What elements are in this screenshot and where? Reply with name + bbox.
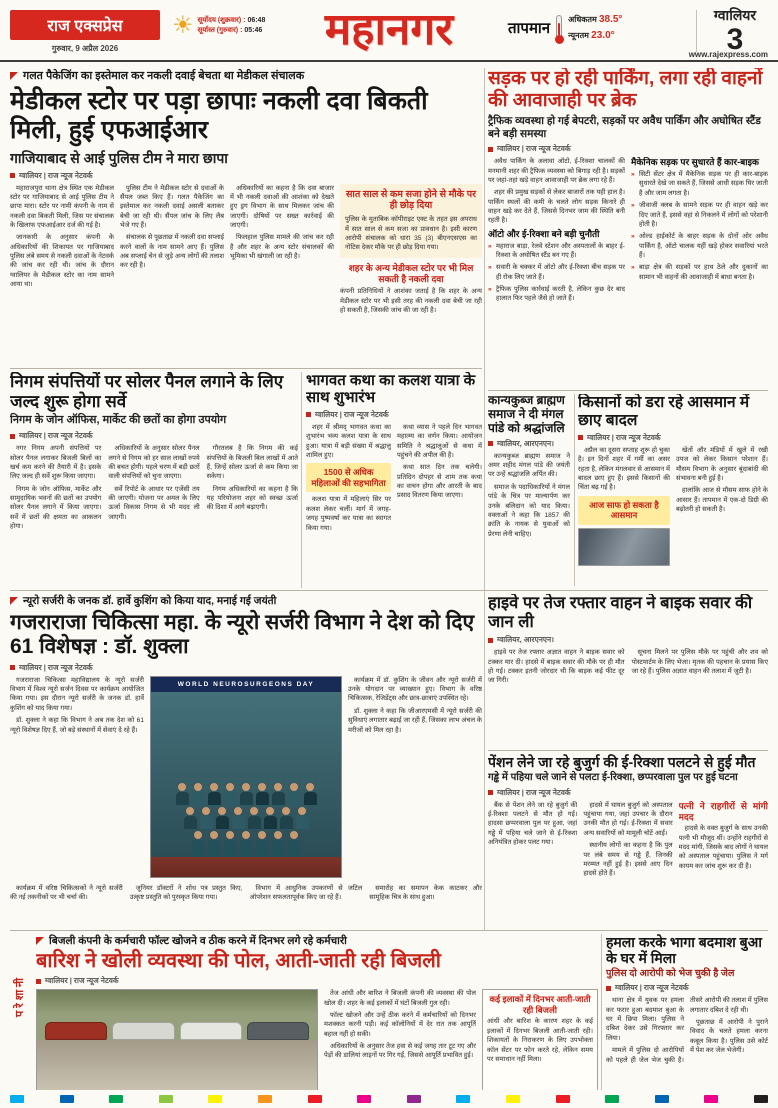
story-bhagwat-katha [306,372,482,588]
rain-headline: बारिश ने खोली व्यवस्था की पोल, आती-जाती रही बिजली [36,950,441,972]
paragraph: हादसे में घायल बुजुर्ग को अस्पताल पहुंचाया गया, जहां उपचार के दौरान उनकी मौत हो गई। ई-रिक्शा में सवार अन्य सवारियों को मामूली चोटें आईं। [583,801,673,837]
newspaper-logo: राज एक्सप्रेस [10,10,160,40]
attacker-subhead: पुलिस दो आरोपी को भेज चुकी है जेल [606,968,735,980]
weather-highlight-box [578,496,670,525]
paragraph: अधिकारियों का कहना है कि दवा बाजार में भी नकली दवाओं की आशंका को देखते हुए ड्रग विभाग के साथ मिलकर जांच की जाएगी। दोषियों पर सख्त कार्रवाई की जाएगी। [230,184,334,229]
bullet-item: » बाड़ा क्षेत्र की सड़कों पर हाथ ठेले और दुकानों का सामान भी वाहनों की आवाजाही में बाधा बनता है। [631,263,768,282]
solar-subhead: निगम के जोन ऑफिस, मार्केट की छतों का होगा उपयोग [10,414,227,427]
byline-text: ग्वालियर | राज न्यूज नेटवर्क [315,409,389,419]
thermometer-icon [556,15,562,41]
column-rule [301,372,302,588]
paragraph: कथा सात दिन तक चलेगी। प्रतिदिन दोपहर से शाम तक कथा का वाचन होगा और आरती के बाद प्रसाद वितरण किया जाएगा। [397,464,482,500]
section-rule [10,368,482,369]
color-swatch [308,1095,322,1103]
paragraph: खेतों और मंडियों में खुले में रखी उपज को लेकर किसान परेशान हैं। मौसम विभाग के अनुसार बूंदाबांदी की संभावना बनी हुई है। [676,446,768,483]
photo-banner-text: WORLD NEUROSURGEONS DAY [151,677,341,692]
byline-text: ग्वालियर, आरएनएन। [497,635,555,645]
lead-byline [10,171,482,181]
solar-headline: निगम संपत्तियों पर सोलर पैनल लगाने के लिए जल्द शुरू होगा सर्वे [10,372,284,411]
paragraph: संचालक से पूछताछ में नकली दवा सप्लाई करने वालों के नाम सामने आए हैं। पुलिस अब सप्लाई चेन से जुड़े अन्य लोगों की तलाश कर रही है। [120,234,224,270]
temperature-min: 23.0° [591,30,615,41]
neuro-headline: गजराराजा चिकित्सा महा. के न्यूरो सर्जरी विभाग ने देश को दिए 61 विशेषज्ञ : डॉ. शुक्ला [10,611,475,659]
inset-box-text: आंधी और बारिश के कारण शहर के कई इलाकों में दिनभर बिजली आती-जाती रही। शिकायतों के निराकरण के लिए उपभोक्ता कॉल सेंटर पर फोन करते रहे, लेकिन समय पर समाधान नहीं मिला। [487,1018,593,1063]
masthead-rule [0,60,778,62]
paragraph: डॉ. शुक्ला ने कहा कि जीआरएमसी में न्यूरो सर्जरी की सुविधाएं लगातार बढ़ाई जा रही हैं, जिसका लाभ अंचल के मरीजों को मिल रहा है। [348,707,482,734]
neuro-kicker [10,594,482,608]
story-kanyakubj-tribute [488,394,570,586]
color-calibration-bar [10,1094,768,1103]
parking-subhead: ट्रैफिक व्यवस्था हो गई बेपटरी, सड़कों पर अवैध पार्किंग और अघोषित स्टैंड बने बड़ी समस्या [488,115,761,141]
story-highway-accident [488,594,768,748]
highway-headline: हाइवे पर तेज रफ्तार वाहन ने बाइक सवार की जान ली [488,594,753,632]
page-title: महानगर [324,5,454,54]
highlight-box-text: 1500 से अधिक महिलाओं की सहभागिता [311,467,386,488]
masthead-date: गुरुवार, 9 अप्रैल 2026 [51,44,119,53]
lead-kicker [10,68,482,83]
color-swatch [10,1095,24,1103]
bullet-item: » जीवाजी क्लब के सामने सड़क पर ही वाहन खड़े कर दिए जाते हैं, इससे वहां से निकलने में लोगों को परेशानी होती है। [631,201,768,229]
paragraph: कथा व्यास ने पहले दिन भागवत महात्म्य का वर्णन किया। आयोजन समिति ने श्रद्धालुओं से कथा में पहुंचने की अपील की है। [397,423,482,459]
story-medical-raid [10,68,482,364]
paragraph: हादसे के वक्त बुजुर्ग के साथ उनकी पत्नी भी मौजूद थीं। उन्होंने राहगीरों से मदद मांगी, जिसके बाद लोगों ने घायल को अस्पताल पहुंचाया। पुलिस ने मर्ग कायम कर जांच शुरू कर दी है। [678,825,768,870]
highway-byline [488,635,768,645]
photo-trees [37,990,317,1014]
group-of-doctors [151,692,341,857]
parking-section-title: ऑटो और ई-रिक्शा बने बड़ी चुनौती [488,228,600,239]
paragraph: अवैध पार्किंग के अलावा ऑटो, ई-रिक्शा चालकों की मनमानी शहर की ट्रैफिक व्यवस्था को बिगाड़ रही है। सड़कों पर जहां-तहां खड़े वाहन आवाजाही पर ब्रेक लगा रहे हैं। [488,158,625,185]
masthead [0,0,778,60]
city-page-block [702,6,768,55]
inset-box-text: पुलिस के मुताबिक कॉपीराइट एक्ट के तहत इस अपराध में सात साल से कम सजा का प्रावधान है। इसी कारण आरोपी संचालक को धारा 35 (3) बीएनएसएस का नोटिस देकर मौके पर ही छोड़ दिया गया। [345,216,477,252]
bhagwat-highlight-box [306,463,391,492]
color-swatch [208,1095,222,1103]
story-rain-power-cuts [36,934,598,1090]
paragraph: स्थानीय लोगों का कहना है कि पुल पर लंबे समय से गड्ढे हैं, जिनकी मरम्मत नहीं हुई है। इससे आए दिन हादसे होते हैं। [583,842,673,878]
lead-subhead: गाजियाबाद से आई पुलिस टीम ने मारा छापा [10,150,228,166]
sunrise-label: सूर्योदय (शुक्रवार) : [197,16,246,24]
flooded-street-photo [36,989,318,1090]
paragraph: थाना क्षेत्र में युवक पर हमला कर फरार हुआ बदमाश बुआ के घर में छिपा मिला। पुलिस ने दबिश देकर उसे गिरफ्तार कर लिया। [606,997,684,1042]
paragraph: निगम के जोन ऑफिस, मार्केट और सामुदायिक भवनों की छतों का उपयोग सोलर पैनल लगाने में किया जाएगा। सर्वे में छतों की क्षमता का आकलन होगा। [10,485,102,531]
paragraph: गौरतलब है कि निगम की कई संपत्तियों के बिजली बिल लाखों में आते हैं, जिन्हें सोलर ऊर्जा से कम किया जा सकेगा। [206,445,298,481]
paragraph: समारोह का समापन केक काटकर और सामूहिक चित्र के साथ हुआ। [369,884,482,902]
pension-subsection-title: पत्नी ने राहगीरों से मांगी मदद [678,800,768,822]
attacker-byline [606,983,768,993]
paragraph: महाराजपुरा थाना क्षेत्र स्थित एक मेडीकल स्टोर पर गाजियाबाद से आई पुलिस टीम ने छापा मारा। स्टोर पर नामी कंपनी के नाम से नकली दवा बिकती मिली, जिस पर संचालक के खिलाफ एफआईआर दर्ज की गई है। [10,184,114,229]
paragraph: अधिकारियों के अनुसार सोलर पैनल लगने से निगम को हर साल लाखों रुपये की बचत होगी। पहले चरण में बड़ी छतों वाली संपत्तियों को चुना जाएगा। [108,445,200,481]
byline-text: ग्वालियर | राज न्यूज नेटवर्क [45,976,119,986]
white-car [180,1022,242,1040]
color-swatch [655,1095,669,1103]
rain-kicker-text: बिजली कंपनी के कर्मचारी फॉल्ट खोजने व ठीक करने में दिनभर लगे रहे कर्मचारी [49,935,347,947]
kanyakubj-byline [488,439,570,449]
byline-text: ग्वालियर | राज न्यूज नेटवर्क [19,662,93,672]
section-label-pareshani: परेशानी [14,975,26,1018]
paragraph: सर्वे रिपोर्ट के आधार पर एजेंसी तय की जाएगी। योजना पर अमल के लिए ऊर्जा विकास निगम से भी मदद ली जाएगी। [108,485,200,521]
color-swatch [109,1095,123,1103]
pension-byline [488,788,768,798]
paragraph: गजराराजा चिकित्सा महाविद्यालय के न्यूरो सर्जरी विभाग में विश्व न्यूरो सर्जन दिवस पर कार्यक्रम आयोजित किया गया। इस दौरान न्यूरो सर्जरी के जनक डॉ. हार्वे कुशिंग को याद किया गया। [10,676,144,712]
neuro-kicker-text: न्यूरो सर्जरी के जनक डॉ. हार्वे कुशिंग को किया याद, मनाई गई जयंती [23,595,277,607]
masthead-logo-block [10,10,160,54]
paragraph: कार्यक्रम में डॉ. कुशिंग के जीवन और न्यूरो सर्जरी में उनके योगदान पर व्याख्यान हुए। विभाग के वरिष्ठ चिकित्सक, रेजिडेंट्स और छात्र-छात्राएं उपस्थित रहे। [348,676,482,703]
section-rule [10,930,768,931]
story-solar-panels [10,372,298,588]
story-erickshaw-death [488,754,768,928]
color-swatch [704,1095,718,1103]
temperature-label: तापमान [508,20,551,37]
bullet-item: » ट्रैफिक पुलिस कार्रवाई करती है, लेकिन कुछ देर बाद हालात फिर पहले जैसे हो जाते हैं। [488,285,625,304]
paragraph: तेज आंधी और बारिश ने बिजली कंपनी की व्यवस्था की पोल खोल दी। शहर के कई इलाकों में घंटों बिजली गुल रही। [324,990,476,1007]
paragraph: सूचना मिलने पर पुलिस मौके पर पहुंची और शव को पोस्टमार्टम के लिए भेजा। मृतक की पहचान के प्रयास किए जा रहे हैं। पुलिस अज्ञात वाहन की तलाश में जुटी है। [631,649,768,675]
parking-section-title: मैकेनिक सड़क पर सुधारते हैं कार-बाइक [631,157,759,168]
lead-kicker-text: गलत पैकेजिंग का इस्तेमाल कर नकली दवाई बेचता था मेडीकल संचालक [23,70,305,82]
paragraph: शहर में श्रीमद् भागवत कथा का शुभारंभ भव्य कलश यात्रा के साथ हुआ। यात्रा में बड़ी संख्या में श्रद्धालु शामिल हुए। [306,423,391,459]
section-rule [488,390,768,391]
section-rule [10,590,768,591]
color-swatch [60,1095,74,1103]
temperature-widget [508,12,622,44]
farmers-headline: किसानों को डरा रहे आसमान में छाए बादल [578,394,750,429]
flood-water [37,1040,317,1090]
rain-inset-box [482,989,598,1090]
story-farmers-clouds [578,394,768,586]
color-swatch [556,1095,570,1103]
kanyakubj-headline: कान्यकुब्ज ब्राह्मण समाज ने दी मंगल पांडे को श्रद्धांजलि [488,394,565,435]
inset-box-title: शहर के अन्य मेडीकल स्टोर पर भी मिल सकती है नकली दवा [348,262,474,284]
color-swatch [258,1095,272,1103]
page-number: 3 [726,23,744,56]
paragraph: पूछताछ में आरोपी ने पुराने विवाद के चलते हमला करना कबूल किया है। पुलिस उसे कोर्ट में पेश कर जेल भेजेगी। [690,1019,768,1055]
bullet-item: » सवारी के चक्कर में ऑटो और ई-रिक्शा बीच सड़क पर ही रोक लिए जाते हैं। [488,263,625,282]
sun-times-widget [172,14,265,38]
column-rule [484,68,485,930]
inset-box-title: सात साल से कम सजा होने से मौके पर ही छोड़ दिया [346,188,476,212]
rain-byline [36,976,598,986]
neurosurgeons-group-photo [150,676,342,878]
parked-cars [37,1014,317,1040]
lead-headline: मेडीकल स्टोर पर पड़ा छापाः नकली दवा बिकती मिली, हुई एफआईआर [10,87,428,144]
paragraph: कान्यकुब्ज ब्राह्मण समाज ने अमर शहीद मंगल पांडे की जयंती पर उन्हें श्रद्धांजलि अर्पित की। [488,452,570,479]
paragraph: नगर निगम अपनी संपत्तियों पर सोलर पैनल लगाकर बिजली बिलों का खर्च कम करने की तैयारी में है। इसके लिए जल्द ही सर्वे शुरू किया जाएगा। [10,445,102,481]
color-swatch [754,1095,768,1103]
city-name: ग्वालियर [713,7,757,23]
attacker-headline: हमला करके भागा बदमाश बुआ के घर में मिला [606,934,762,967]
bhagwat-headline: भागवत कथा का कलश यात्रा के साथ शुभारंभ [306,372,476,407]
photo-floor [151,857,341,877]
bhagwat-byline [306,410,482,420]
color-swatch [506,1095,520,1103]
sunrise-time: 06:48 [247,16,266,24]
website-url: www.rajexpress.com [688,50,768,59]
bullet-item: » सिटी सेंटर क्षेत्र में मैकेनिक सड़क पर ही कार-बाइक सुधारते देखे जा सकते हैं, जिससे आधी सड़क घिर जाती है और जाम लगता है। [631,170,768,198]
white-car [112,1022,174,1040]
paragraph: फिलहाल पुलिस मामले की जांच कर रही है और शहर के अन्य स्टोर संचालकों की भूमिका भी खंगाली जा रही है। [230,234,334,261]
lead-inset-box-2 [340,263,482,316]
story-attacker-caught [606,934,768,1090]
dark-car [247,1022,309,1040]
pension-headline: पेंशन लेने जा रहे बुजुर्ग की ई-रिक्शा पलटने से हुई मौत [488,754,756,770]
color-swatch [407,1095,421,1103]
parking-headline: सड़क पर हो रही पार्किंग, लगा रही वाहनों की आवाजाही पर ब्रेक [488,68,763,112]
solar-byline [10,431,298,441]
lead-inset-box-1 [340,184,482,258]
temp-min-label: न्यूनतम [568,31,589,40]
temperature-max: 38.5° [598,14,623,25]
inset-box-text: कंपनी प्रतिनिधियों ने आशंका जताई है कि शहर के अन्य मेडीकल स्टोर पर भी इसी तरह की नकली दवा बेची जा रही हो सकती है, जिसकी जांच की जा रही है। [340,288,482,314]
color-swatch [159,1095,173,1103]
paragraph: मामले में पुलिस दो आरोपियों को पहले ही जेल भेज चुकी है। तीसरे आरोपी की तलाश में पुलिस लगातार दबिश दे रही थी। [606,997,768,1064]
red-car [45,1022,107,1040]
paragraph: हालांकि आज से मौसम साफ होने के आसार हैं। तापमान में एक-दो डिग्री की बढ़ोतरी हो सकती है। [676,487,768,514]
paragraph: डॉ. शुक्ला ने कहा कि विभाग ने अब तक देश को 61 न्यूरो विशेषज्ञ दिए हैं, जो बड़े संस्थानों में सेवाएं दे रहे हैं। [10,717,144,734]
paragraph: कार्यक्रम में वरिष्ठ चिकित्सकों ने न्यूरो सर्जरी की नई तकनीकों पर भी चर्चा की। [10,884,123,902]
temp-max-label: अधिकतम [568,15,597,24]
bullet-item: » ओल्ड हाईकोर्ट के बाहर सड़क के दोनों ओर अवैध पार्किंग है, ऑटो चालक यहीं खड़े होकर सवारियां भरते हैं। [631,232,768,260]
paragraph: बैंक से पेंशन लेने जा रहे बुजुर्ग की ई-रिक्शा पलटने से मौत हो गई। हादसा छप्परवाला पुल पर हुआ, जहां गड्ढे में पहिया चले जाने से ई-रिक्शा अनियंत्रित होकर पलट गया। [488,801,578,847]
byline-text: ग्वालियर | राज न्यूज नेटवर्क [615,983,689,993]
color-swatch [357,1095,371,1103]
sunset-label: सूर्यास्त (गुरुवार) : [197,27,243,34]
byline-text: ग्वालियर | राज न्यूज नेटवर्क [497,787,571,797]
sunset-time: 05:46 [244,27,263,34]
paragraph: शहर की प्रमुख सड़कों से लेकर बाजारों तक यही हाल है। पार्किंग स्थलों की कमी के चलते लोग सड़क किनारे ही वाहन खड़े कर देते हैं, जिससे दिनभर जाम की स्थिति बनी रहती है। [488,189,625,225]
paragraph: पुलिस टीम ने मेडीकल स्टोर से दवाओं के सैंपल जब्त किए हैं। गलत पैकेजिंग का इस्तेमाल कर नकली दवाई असली बताकर बेची जा रही थी। सैंपल जांच के लिए लैब भेजे गए हैं। [120,184,224,229]
bullet-item: » महाराज बाड़ा, रेलवे स्टेशन और अस्पतालों के बाहर ई-रिक्शा के अघोषित स्टैंड बन गए हैं। [488,242,625,261]
story-parking [488,68,768,386]
section-rule [488,750,768,751]
paragraph: अप्रैल का दूसरा सप्ताह शुरू हो चुका है। इन दिनों शहर में गर्मी का असर रहता है, लेकिन मंगलवार से आसमान में बादल छाए हुए हैं। इससे किसानों की चिंता बढ़ गई है। [578,446,670,492]
byline-text: ग्वालियर | राज न्यूज नेटवर्क [587,432,661,442]
story-neuro-surgery [10,594,482,928]
color-swatch [456,1095,470,1103]
paragraph: कलश यात्रा में महिलाएं सिर पर कलश लेकर चलीं। मार्ग में जगह-जगह पुष्पवर्षा कर यात्रा का स्वागत किया गया। [306,496,391,532]
rain-kicker [36,934,598,948]
parking-byline [488,144,768,154]
color-swatch [605,1095,619,1103]
byline-text: ग्वालियर | राज न्यूज नेटवर्क [497,144,571,154]
paragraph: निगम अधिकारियों का कहना है कि यह परियोजना शहर को स्वच्छ ऊर्जा की दिशा में आगे बढ़ाएगी। [206,485,298,512]
neuro-byline [10,663,482,673]
sun-icon: ☀ [172,12,194,39]
byline-text: ग्वालियर | राज न्यूज नेटवर्क [19,170,93,180]
column-rule [574,394,575,586]
paragraph: समाज के पदाधिकारियों ने मंगल पांडे के चित्र पर माल्यार्पण कर उनके बलिदान को याद किया। वक्ताओं ने कहा कि 1857 की क्रांति के नायक से युवाओं को प्रेरणा लेनी चाहिए। [488,483,570,538]
farmers-byline [578,433,768,443]
paragraph: विभाग में आधुनिक उपकरणों से जटिल ऑपरेशन सफलतापूर्वक किए जा रहे हैं। [249,884,363,902]
byline-text: ग्वालियर | राज न्यूज नेटवर्क [19,431,93,441]
pension-subhead: गड्ढे में पहिया चले जाने से पलटा ई-रिक्शा, छप्परवाला पुल पर हुई घटना [488,772,738,784]
masthead-divider [696,10,697,52]
paragraph: अधिकारियों के अनुसार तेज हवा से कई जगह तार टूट गए और पेड़ों की डालियां लाइनों पर गिर गईं, जिससे आपूर्ति प्रभावित हुई। [324,1042,476,1060]
inset-box-title: कई इलाकों में दिनभर आती-जाती रही बिजली [489,994,591,1015]
paragraph: जानकारी के अनुसार कंपनी के अधिकारियों की शिकायत पर गाजियाबाद पुलिस लंबे समय से नकली दवाओं के नेटवर्क की जांच कर रही थी। जांच के दौरान ग्वालियर के मेडीकल स्टोर का नाम सामने आया था। [10,234,114,289]
highlight-box-text: आज साफ हो सकता है आसमान [589,499,659,521]
paragraph: फॉल्ट खोजने और उन्हें ठीक करने में कर्मचारियों को दिनभर मशक्कत करनी पड़ी। कई कॉलोनियों में देर रात तक आपूर्ति बहाल नहीं हो सकी। [324,1011,476,1038]
clouds-photo [578,528,670,566]
byline-text: ग्वालियर, आरएनएन। [497,438,555,448]
paragraph: हाइवे पर तेज रफ्तार अज्ञात वाहन ने बाइक सवार को टक्कर मार दी। हादसे में बाइक सवार की मौके पर ही मौत हो गई। टक्कर इतनी जोरदार थी कि बाइक कई फीट दूर जा गिरी। [488,649,625,685]
column-rule [601,934,602,1090]
paragraph: जूनियर डॉक्टरों ने शोध पत्र प्रस्तुत किए, उत्कृष्ट प्रस्तुति को पुरस्कृत किया गया। [129,884,243,902]
